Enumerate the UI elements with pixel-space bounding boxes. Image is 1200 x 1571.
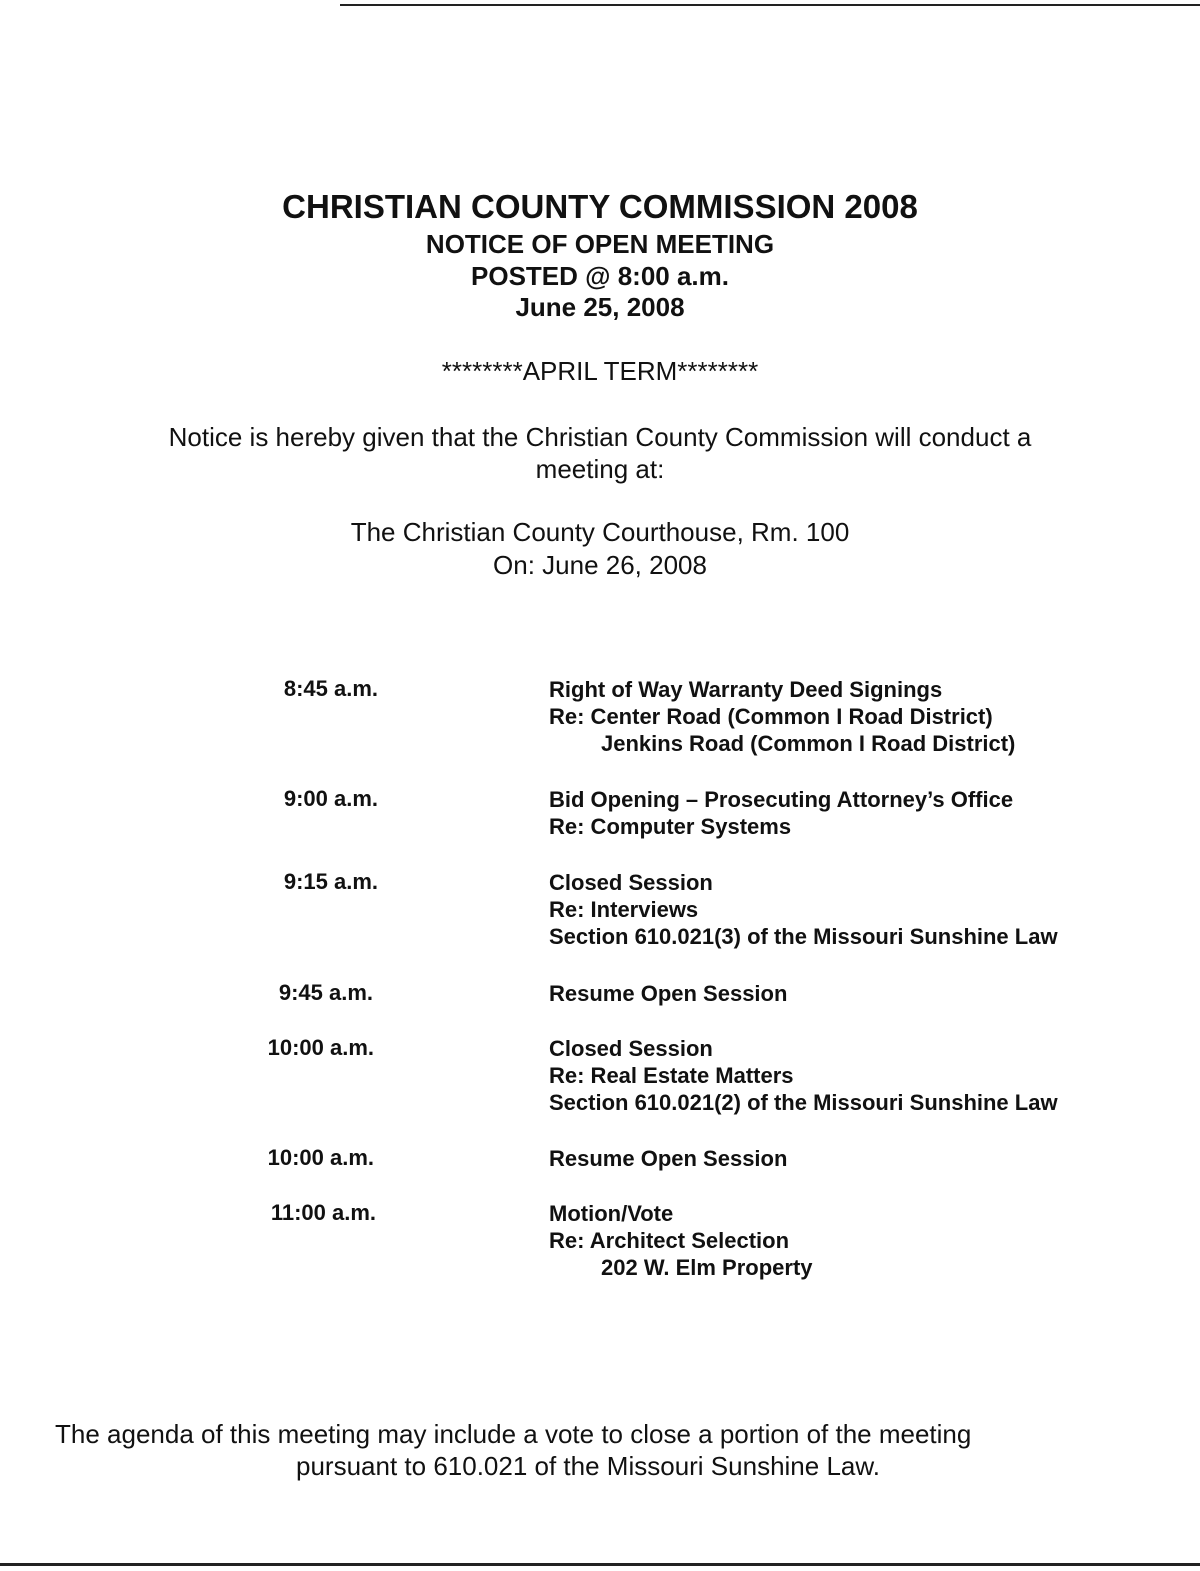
scan-edge-bottom	[0, 1563, 1200, 1566]
agenda-time: 10:00 a.m.	[267, 1145, 374, 1170]
footer-line: pursuant to 610.021 of the Missouri Sunshine Law.	[296, 1451, 880, 1481]
agenda-line: Bid Opening – Prosecuting Attorney’s Office	[549, 787, 1014, 812]
agenda-description	[549, 1145, 787, 1172]
footer-line: The agenda of this meeting may include a vote to close a portion of the meeting	[55, 1419, 972, 1449]
agenda-time: 9:45 a.m.	[278, 980, 373, 1005]
meeting-location	[0, 516, 1200, 582]
meeting-date: On: June 26, 2008	[493, 550, 707, 580]
agenda-line: Resume Open Session	[549, 1146, 788, 1171]
agenda-description	[549, 786, 1013, 840]
agenda-line: Motion/Vote	[549, 1201, 674, 1226]
posted-time: POSTED @ 8:00 a.m.	[471, 261, 729, 291]
agenda-description	[549, 1035, 1058, 1116]
agenda-line: Re: Real Estate Matters	[549, 1063, 794, 1088]
agenda-line: Resume Open Session	[549, 981, 788, 1006]
agenda-description	[549, 980, 787, 1007]
agenda-description	[549, 869, 1058, 950]
agenda-line: Section 610.021(2) of the Missouri Sunshine Law	[549, 1090, 1058, 1115]
agenda-time: 8:45 a.m.	[283, 676, 378, 701]
agenda-line: Re: Computer Systems	[549, 814, 792, 839]
agenda-time: 11:00 a.m.	[270, 1200, 376, 1225]
agenda-line: Re: Interviews	[549, 897, 699, 922]
scan-edge-top	[340, 4, 1200, 6]
notice-line: Notice is hereby given that the Christian County Commission will conduct a	[168, 422, 1032, 452]
agenda-line: Closed Session	[549, 870, 713, 895]
agenda-time: 9:00 a.m.	[283, 786, 378, 811]
notice-text	[0, 421, 1200, 485]
agenda-description	[549, 676, 1015, 757]
agenda-description	[549, 1200, 813, 1281]
notice-type: NOTICE OF OPEN MEETING	[425, 229, 775, 259]
agenda-line: Closed Session	[549, 1036, 713, 1061]
document-title: CHRISTIAN COUNTY COMMISSION 2008	[282, 188, 918, 225]
agenda-line: Re: Center Road (Common I Road District)	[549, 704, 993, 729]
agenda-line: Jenkins Road (Common I Road District)	[601, 731, 1016, 756]
agenda-time: 9:15 a.m.	[283, 869, 378, 894]
term-label: ********APRIL TERM********	[441, 356, 759, 386]
meeting-place: The Christian County Courthouse, Rm. 100	[350, 517, 850, 547]
agenda-time: 10:00 a.m.	[267, 1035, 374, 1060]
agenda-line: Re: Architect Selection	[549, 1228, 790, 1253]
agenda-line: Right of Way Warranty Deed Signings	[549, 677, 943, 702]
agenda-line: 202 W. Elm Property	[601, 1255, 813, 1280]
agenda-line: Section 610.021(3) of the Missouri Sunshine Law	[549, 924, 1058, 949]
posted-date: June 25, 2008	[515, 292, 685, 322]
notice-line: meeting at:	[535, 454, 665, 484]
